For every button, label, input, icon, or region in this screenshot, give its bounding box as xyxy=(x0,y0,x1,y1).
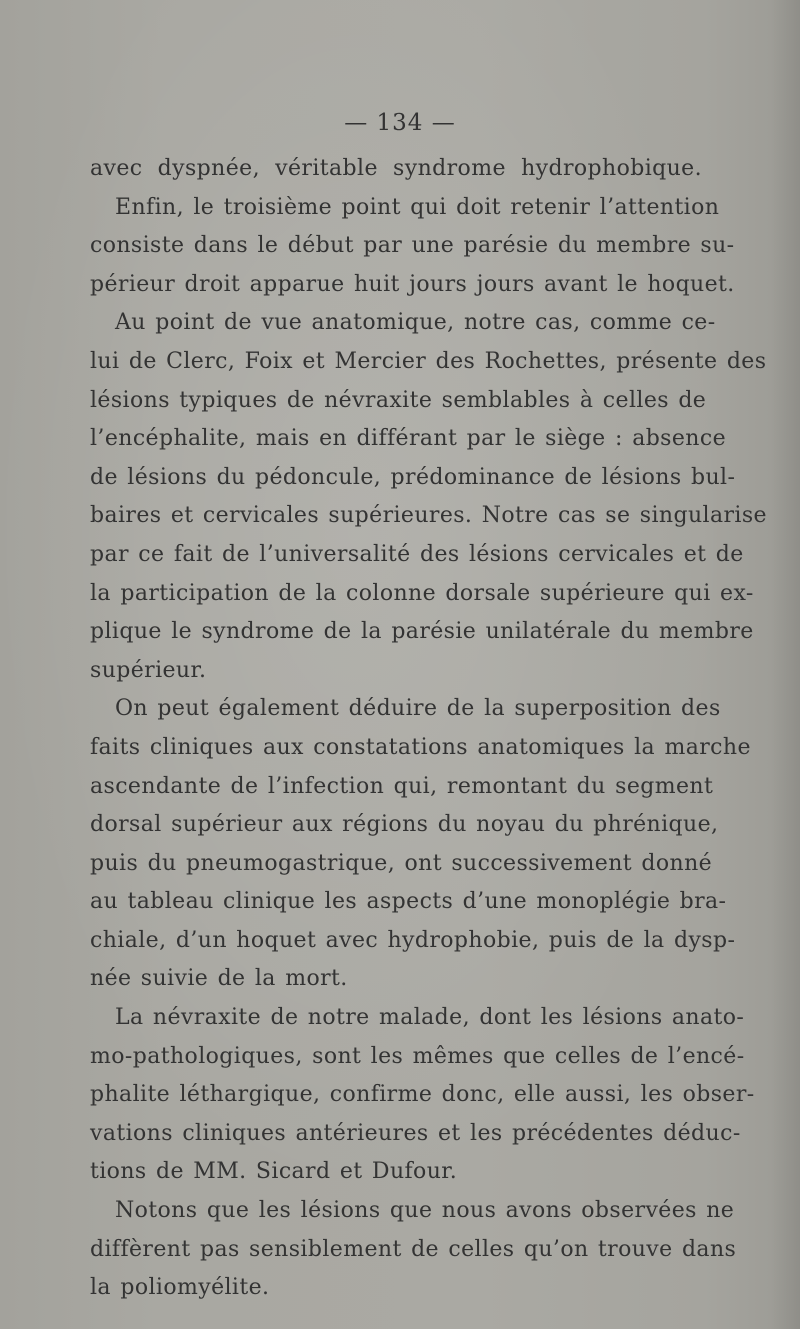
text-line: dorsal supérieur aux régions du noyau du phrénique, xyxy=(90,812,719,838)
text-line: vations cliniques antérieures et les précédentes déduc- xyxy=(90,1120,741,1146)
text-line: Au point de vue anatomique, notre cas, comme ce- xyxy=(115,310,716,336)
text-line: par ce fait de l’universalité des lésions cervicales et de xyxy=(90,541,744,567)
text-line: consiste dans le début par une parésie du membre su- xyxy=(90,233,735,259)
text-line: diffèrent pas sensiblement de celles qu’on trouve dans xyxy=(90,1236,737,1262)
text-line: Enfin, le troisième point qui doit retenir l’attention xyxy=(115,194,720,220)
text-line: la poliomyélite. xyxy=(90,1275,270,1301)
text-line: née suivie de la mort. xyxy=(90,966,348,992)
text-line: faits cliniques aux constatations anatomiques la marche xyxy=(90,734,751,760)
body-text xyxy=(90,150,767,1308)
page-number: — 134 — xyxy=(344,110,456,136)
text-line: supérieur. xyxy=(90,657,207,683)
text-line: au tableau clinique les aspects d’une monoplégie bra- xyxy=(90,889,727,915)
text-line: chiale, d’un hoquet avec hydrophobie, puis de la dysp- xyxy=(90,927,736,953)
text-line: phalite léthargique, confirme donc, elle aussi, les obser- xyxy=(90,1082,755,1108)
text-line: La névraxite de notre malade, dont les lésions anato- xyxy=(115,1005,745,1031)
page-edge-shadow xyxy=(770,0,800,1329)
text-line: Notons que les lésions que nous avons observées ne xyxy=(115,1198,735,1224)
text-line: On peut également déduire de la superposition des xyxy=(115,696,721,722)
text-line: l’encéphalite, mais en différant par le siège : absence xyxy=(90,426,727,452)
text-line: périeur droit apparue huit jours jours avant le hoquet. xyxy=(90,271,735,297)
text-line: la participation de la colonne dorsale supérieure qui ex- xyxy=(90,580,754,606)
text-line: lésions typiques de névraxite semblables à celles de xyxy=(90,387,707,413)
text-line: plique le syndrome de la parésie unilatérale du membre xyxy=(90,619,754,645)
text-line: de lésions du pédoncule, prédominance de lésions bul- xyxy=(90,464,736,490)
text-line: baires et cervicales supérieures. Notre cas se singularise xyxy=(90,503,767,529)
text-line: avec dyspnée, véritable syndrome hydrophobique. xyxy=(90,156,702,181)
text-line: ascendante de l’infection qui, remontant du segment xyxy=(90,773,714,799)
text-line: mo-pathologiques, sont les mêmes que celles de l’encé- xyxy=(90,1043,745,1069)
text-line: tions de MM. Sicard et Dufour. xyxy=(90,1159,458,1185)
text-line: puis du pneumogastrique, ont successivement donné xyxy=(90,850,713,876)
text-line: lui de Clerc, Foix et Mercier des Rochettes, présente des xyxy=(90,348,767,374)
